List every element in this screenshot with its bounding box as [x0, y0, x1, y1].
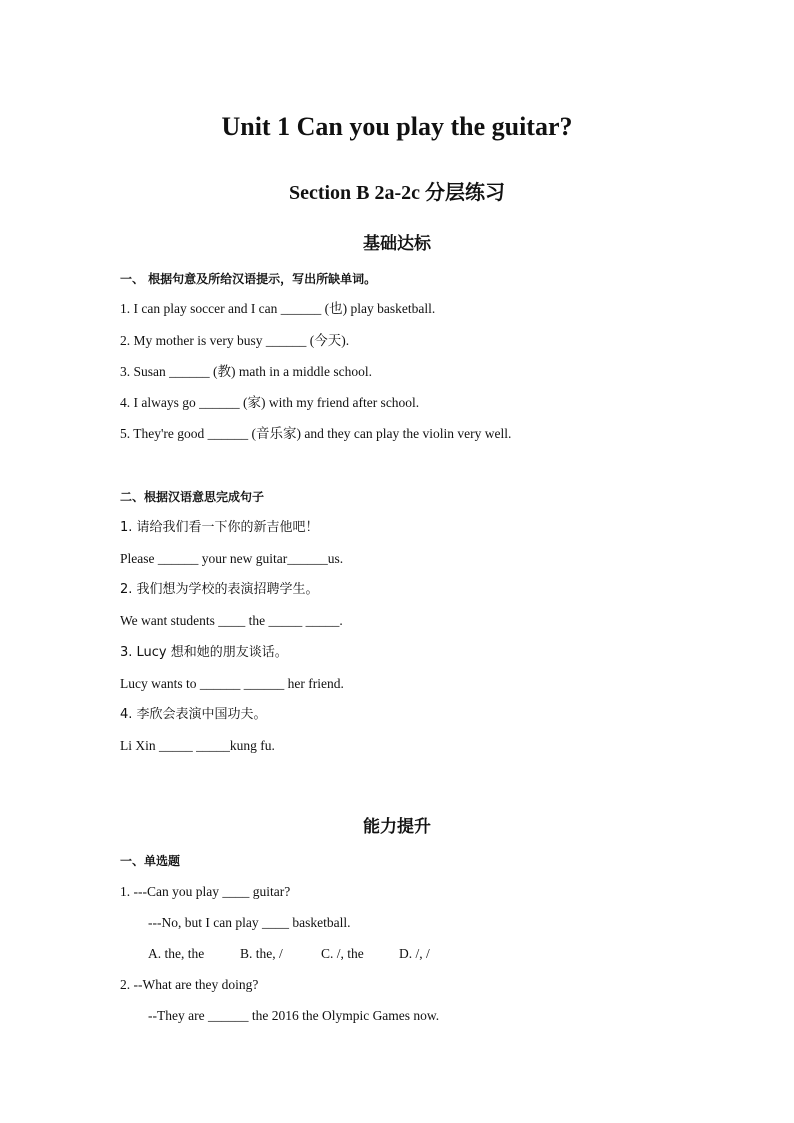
part2-chinese-prompt: 2. 我们想为学校的表演招聘学生。	[120, 582, 319, 597]
part1-item: 3. Susan ______ (教) math in a middle school.	[120, 364, 372, 379]
q1-option-b: B. the, /	[240, 946, 283, 961]
part2-chinese-prompt: 3. Lucy 想和她的朋友谈话。	[120, 645, 288, 660]
part1-heading: 一、 根据句意及所给汉语提示，写出所缺单词。	[120, 272, 377, 286]
page-title: Unit 1 Can you play the guitar?	[221, 112, 573, 141]
part1-item: 4. I always go ______ (家) with my friend after school.	[120, 395, 420, 410]
section-basic-heading: 基础达标	[363, 234, 431, 253]
part2-english-sentence: Lucy wants to ______ ______ her friend.	[120, 676, 344, 691]
part2-english-sentence: Li Xin _____ _____kung fu.	[120, 738, 275, 753]
part1-item: 1. I can play soccer and I can ______ (也) play basketball.	[120, 301, 436, 316]
section-subtitle: Section B 2a-2c 分层练习	[288, 182, 506, 204]
q2-reply: --They are ______ the 2016 the Olympic Games now.	[148, 1008, 440, 1023]
q2-stem: 2. --What are they doing?	[120, 977, 259, 992]
part3-heading: 一、单选题	[120, 854, 181, 868]
part1-item: 5. They're good ______ (音乐家) and they can play the violin very well.	[120, 426, 512, 441]
q1-option-d: D. /, /	[399, 946, 430, 961]
part2-chinese-prompt: 4. 李欣会表演中国功夫。	[120, 707, 267, 722]
q1-reply: ---No, but I can play ____ basketball.	[148, 915, 351, 930]
q1-option-a: A. the, the	[148, 946, 205, 961]
part2-heading: 二、根据汉语意思完成句子	[120, 490, 265, 504]
q1-option-c: C. /, the	[321, 946, 364, 961]
section-advanced-heading: 能力提升	[363, 817, 431, 836]
part1-item: 2. My mother is very busy ______ (今天).	[120, 333, 350, 348]
part2-english-sentence: Please ______ your new guitar______us.	[120, 551, 344, 566]
q1-stem: 1. ---Can you play ____ guitar?	[120, 884, 291, 899]
part2-chinese-prompt: 1. 请给我们看一下你的新吉他吧！	[120, 520, 319, 535]
part2-english-sentence: We want students ____ the _____ _____.	[120, 613, 343, 628]
